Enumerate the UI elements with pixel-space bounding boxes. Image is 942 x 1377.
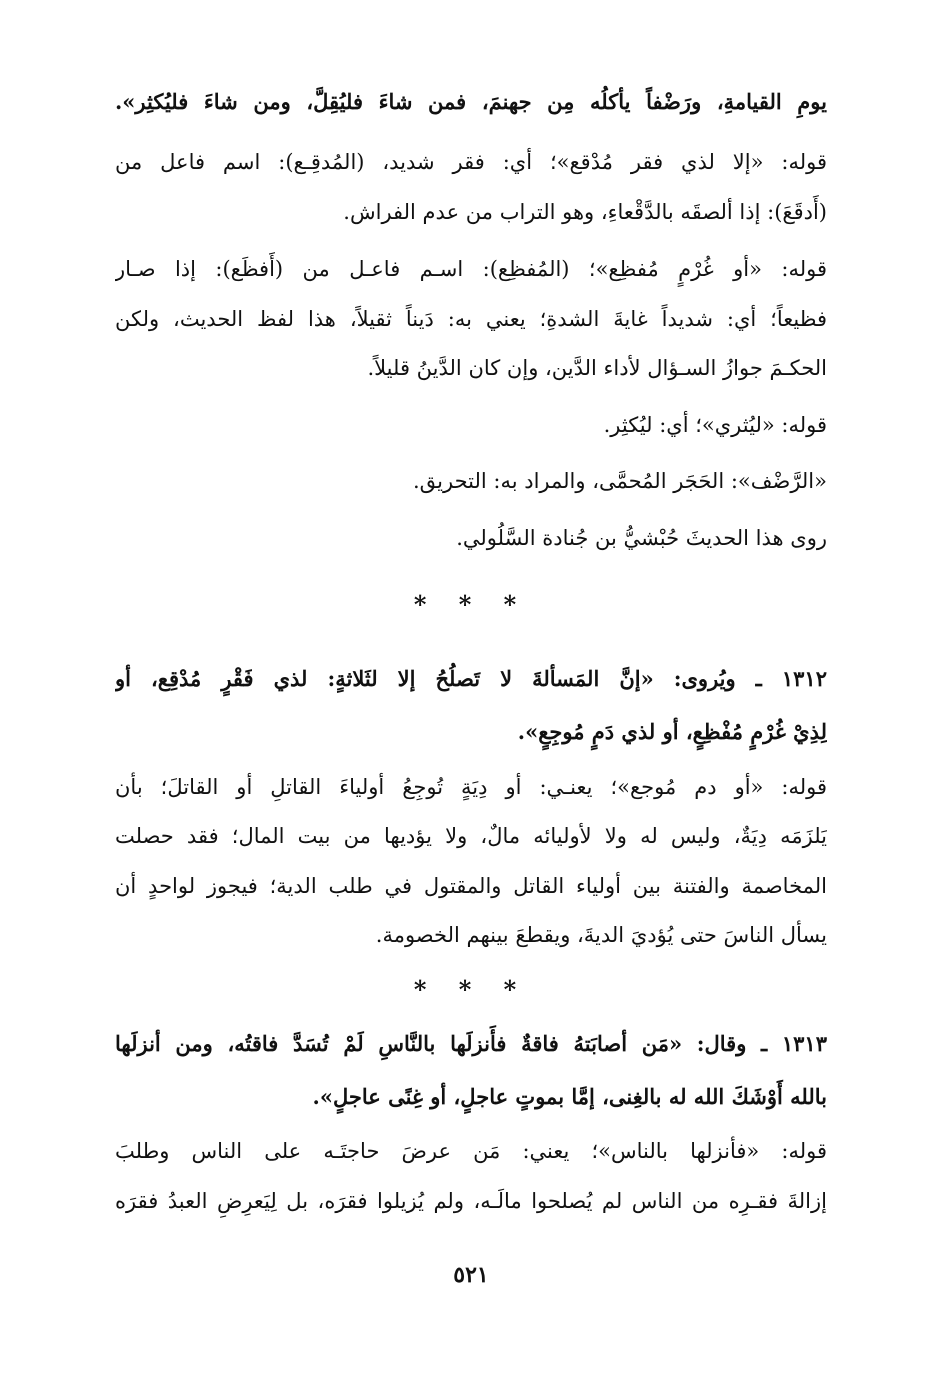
hadith-line-1312-b: لِذِيْ غُرْمٍ مُفْظِعٍ، أو لذي دَمٍ مُوجِعٍ». bbox=[517, 719, 827, 744]
text-line-7: قوله: «ليُثري»؛ أي: ليُكثِر. bbox=[603, 413, 827, 437]
text-line-6: الحكـمَ جوازُ السـؤال لأداء الدَّين، وإن كان الدَّينُ قليلاً. bbox=[367, 356, 827, 380]
text-line-14: المخاصمة والفتنة بين أولياء القاتل والمقتول في طلب الدية؛ فيجوز لواحدٍ أن bbox=[115, 874, 827, 898]
hadith-line-1313-a: ١٣١٣ ـ وقال: «مَن أصابَتهُ فاقةٌ فأَنزلَها بالنَّاسِ لَمْ تُسَدَّ فاقتُه، ومن أنزلَها bbox=[115, 1031, 827, 1056]
text-line-3: (أَدقَعَ): إذا ألصقَه بالدَّقْعاءِ، وهو التراب من عدم الفراش. bbox=[343, 200, 827, 224]
text-line-13: يَلزَمَه دِيَةٌ، وليس له ولا لأوليائه مالٌ، ولا يؤديها من بيت المال؛ فقد حصلت bbox=[115, 824, 827, 848]
text-line-18: قوله: «فأنزلها بالناس»؛ يعني: مَن عرضَ حاجتَـه على الناس وطلبَ bbox=[115, 1139, 827, 1163]
text-line-8: «الرَّضْف»: الحَجَر المُحمَّى، والمراد به: التحريق. bbox=[412, 469, 827, 493]
text-line-12: قوله: «أو دم مُوجع»؛ يعنـي: أو دِيَةٍ تُوجِعُ أولياءَ القاتلِ أو القاتلَ؛ بأن bbox=[115, 775, 827, 799]
page-number: ٥٢١ bbox=[453, 1262, 489, 1288]
hadith-line-1312-a: ١٣١٢ ـ ويُروى: «إنَّ المَسألةَ لا تَصلُحُ إلا لثَلاثةٍ: لذي فَقْرٍ مُدْقِع، أو bbox=[115, 666, 827, 691]
text-line-2: قوله: «إلا لذي فقر مُدْقع»؛ أي: فقر شديد، (المُدقِـع): اسم فاعل من bbox=[115, 150, 827, 174]
text-line-19: إزالةَ فقـرِه من الناس لم يُصلحوا مالَـه، ولم يُزيلوا فقرَه، بل لِيَعرِضِ العبدُ فقرَه bbox=[115, 1189, 827, 1213]
hadith-line-1313-b: بالله أَوْشَكَ الله له بالغِنى، إمَّا بموتٍ عاجلٍ، أو غِنًى عاجلٍ». bbox=[312, 1084, 827, 1109]
section-divider-2: * * * bbox=[413, 975, 529, 1004]
text-line-1: يومِ القيامةِ، ورَضْفاً يأكلُه مِن جهنمَ، فمن شاءَ فليُقِلَّ، ومن شاءَ فليُكثِر». bbox=[115, 89, 827, 114]
text-line-15: يسأل الناسَ حتى يُؤديَ الديةَ، ويقطعَ بينهم الخصومة. bbox=[375, 923, 827, 947]
text-line-4: قوله: «أو غُرْمٍ مُفظِع»؛ (المُفظِع): اسـم فاعـل من (أَفظَع): إذا صـار bbox=[115, 257, 827, 281]
section-divider-1: * * * bbox=[413, 590, 529, 619]
text-line-5: فظيعاً؛ أي: شديداً غايةَ الشدةِ؛ يعني به: دَيناً ثقيلاً، هذا لفظ الحديث، ولكن bbox=[115, 307, 827, 331]
text-line-9: روى هذا الحديثَ حُبْشيُّ بن جُنادة السَّلُولي. bbox=[456, 526, 827, 550]
